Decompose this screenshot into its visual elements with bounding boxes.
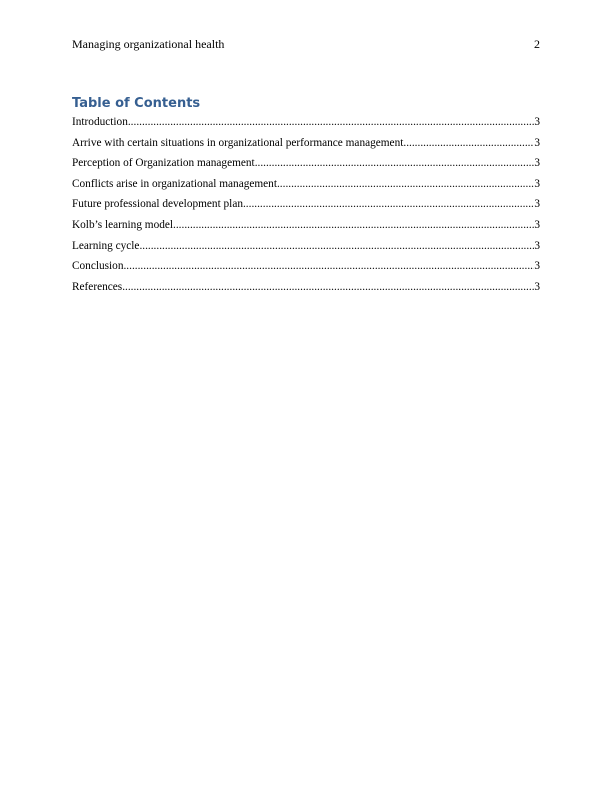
toc-leader-dots [255,156,535,171]
toc-entry-title: References [72,280,123,293]
toc-leader-dots [139,239,534,254]
toc-entry-page: 3 [534,198,540,211]
toc-entry-title: Future professional development plan [72,198,243,211]
toc-entry-page: 3 [534,239,540,252]
toc-leader-dots [403,136,534,151]
toc-entry-performance-management[interactable] [72,136,540,157]
toc-entry-page: 3 [534,218,540,231]
page-number: 2 [534,37,540,51]
toc-entry-introduction[interactable] [72,115,540,136]
toc-entry-title: Conclusion [72,260,124,273]
toc-leader-dots [123,259,534,274]
toc-entry-conclusion[interactable] [72,259,540,280]
toc-heading: Table of Contents [72,96,201,111]
toc-entry-title: Introduction [72,116,128,128]
toc-leader-dots [243,197,534,212]
toc-entry-page: 3 [534,157,540,170]
toc-entry-title: Kolb’s learning model [72,218,174,231]
toc-entry-learning-cycle[interactable] [72,239,540,260]
toc-leader-dots [173,218,534,233]
table-of-contents [72,115,540,300]
toc-entry-title: Conflicts arise in organizational management [72,177,277,190]
toc-entry-conflicts[interactable] [72,177,540,198]
page-header [72,36,540,52]
toc-entry-references[interactable] [72,280,540,301]
toc-leader-dots [277,177,534,192]
toc-entry-page: 3 [534,280,540,293]
running-header-title: Managing organizational health [72,37,225,51]
toc-leader-dots [122,280,534,295]
toc-entry-page: 3 [534,260,540,273]
toc-entry-kolb-model[interactable] [72,218,540,239]
toc-leader-dots [128,115,534,130]
toc-entry-page: 3 [534,116,540,128]
toc-entry-title: Learning cycle [72,239,140,252]
toc-entry-development-plan[interactable] [72,197,540,218]
toc-entry-title: Arrive with certain situations in organizational performance management [72,136,404,149]
toc-entry-page: 3 [534,177,540,190]
toc-entry-title: Perception of Organization management [72,157,255,170]
toc-entry-perception[interactable] [72,156,540,177]
toc-entry-page: 3 [534,136,540,149]
